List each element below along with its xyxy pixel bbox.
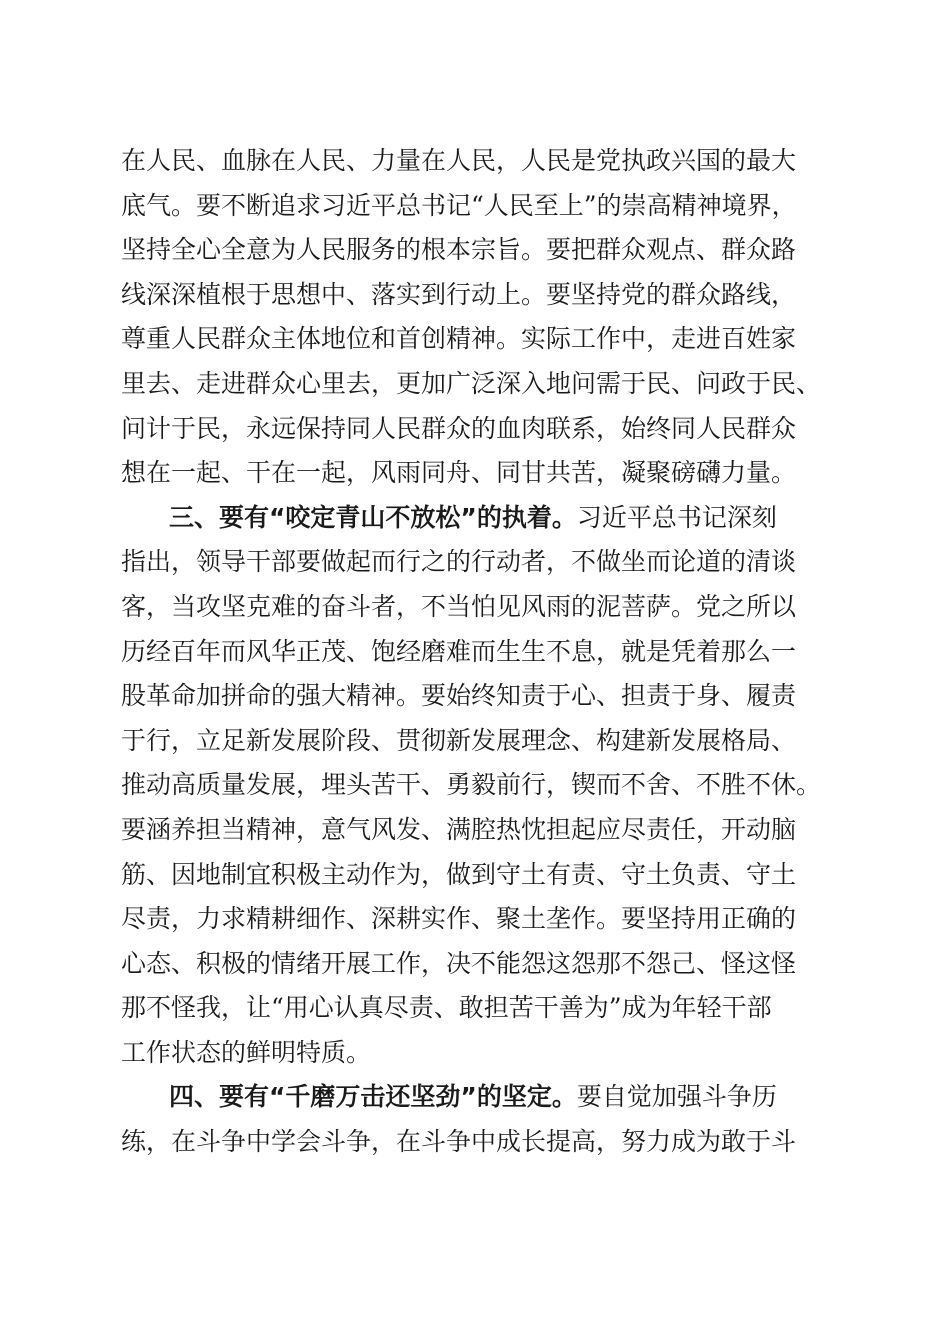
text-line: 尊重人民群众主体地位和首创精神。实际工作中，走进百姓家 <box>121 324 797 354</box>
text-line: 推动高质量发展，埋头苦干、勇毅前行，锲而不舍、不胜不休。 <box>121 770 822 800</box>
text-line: 筋、因地制宜积极主动作为，做到守土有责、守土负责、守土 <box>121 859 797 889</box>
text-line: 线深深植根于思想中、落实到行动上。要坚持党的群众路线， <box>121 279 797 309</box>
text-line: 要涵养担当精神，意气风发、满腔热忱担起应尽责任，开动脑 <box>121 814 797 844</box>
text-line: 坚持全心全意为人民服务的根本宗旨。要把群众观点、群众路 <box>121 235 797 265</box>
text-line: 指出，领导干部要做起而行之的行动者，不做坐而论道的清谈 <box>121 547 797 577</box>
text-line: 心态、积极的情绪开展工作，决不能怨这怨那不怨己、怪这怪 <box>121 948 797 978</box>
text-line: 股革命加拼命的强大精神。要始终知责于心、担责于身、履责 <box>121 681 797 711</box>
text-line: 尽责，力求精耕细作、深耕实作、聚土垄作。要坚持用正确的 <box>121 904 797 934</box>
text-line: 那不怪我，让“用心认真尽责、敢担苦干善为”成为年轻干部 <box>121 993 772 1023</box>
text-line: 于行，立足新发展阶段、贯彻新发展理念、构建新发展格局、 <box>121 725 797 755</box>
text-run: 要自觉加强斗争历 <box>576 1082 777 1112</box>
text-line: 客，当攻坚克难的奋斗者，不当怕见风雨的泥菩萨。党之所以 <box>121 591 797 621</box>
text-line: 底气。要不断追求习近平总书记“人民至上”的崇高精神境界， <box>121 190 797 220</box>
text-line: 练，在斗争中学会斗争，在斗争中成长提高，努力成为敢于斗 <box>121 1127 797 1157</box>
text-line: 在人民、血脉在人民、力量在人民，人民是党执政兴国的最大 <box>121 146 797 175</box>
paragraph-first-line <box>121 496 851 541</box>
text-line: 工作状态的鲜明特质。 <box>121 1037 372 1067</box>
text-line: 问计于民，永远保持同人民群众的血肉联系，始终同人民群众 <box>121 413 797 443</box>
text-line: 想在一起、干在一起，风雨同舟、同甘共苦，凝聚磅礴力量。 <box>121 458 797 488</box>
text-run: 习近平总书记深刻 <box>576 502 777 532</box>
text-line: 历经百年而风华正茂、饱经磨难而生生不息，就是凭着那么一 <box>121 636 797 666</box>
body-text <box>121 139 851 1165</box>
text-line: 里去、走进群众心里去，更加广泛深入地问需于民、问政于民、 <box>121 368 822 398</box>
section-heading-4: 四、要有“千磨万击还坚劲”的坚定。 <box>169 1082 577 1112</box>
paragraph-first-line <box>121 1075 851 1120</box>
section-heading-3: 三、要有“咬定青山不放松”的执着。 <box>169 502 577 532</box>
